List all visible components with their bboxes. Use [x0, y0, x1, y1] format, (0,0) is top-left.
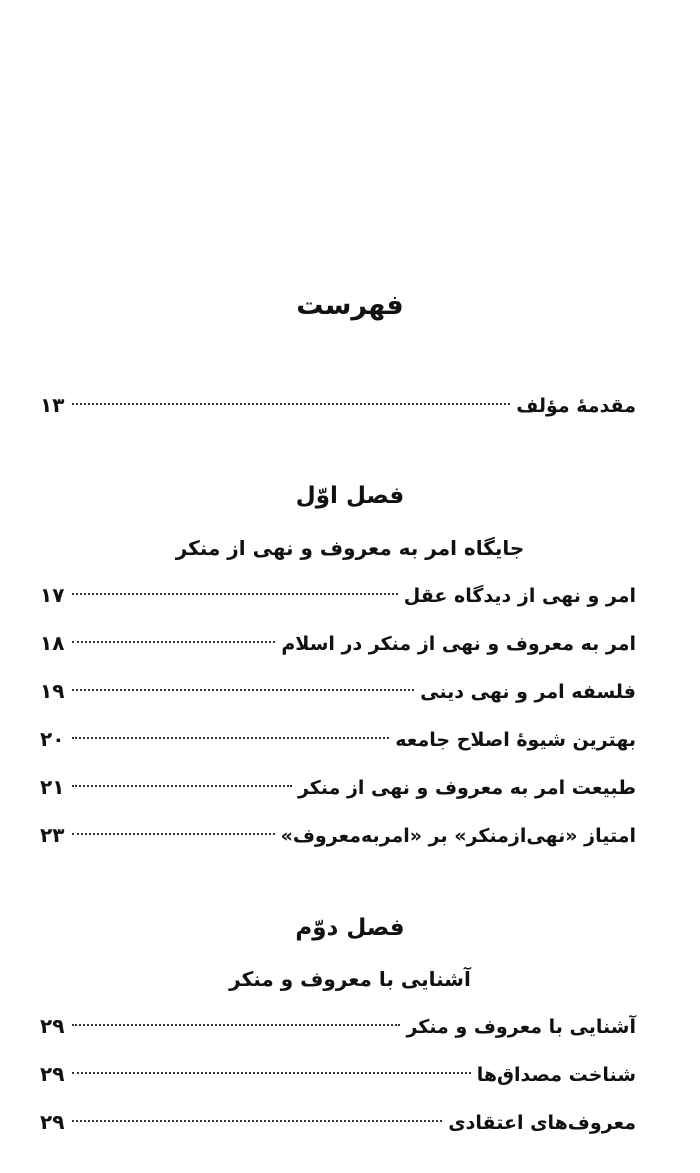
- dot-leader: [72, 689, 414, 691]
- toc-entry-title: مقدمۀ مؤلف: [516, 395, 636, 417]
- toc-entry-title: بهترین شیوۀ اصلاح جامعه: [395, 729, 636, 751]
- dot-leader: [72, 833, 275, 835]
- toc-entry-title: آشنایی با معروف و منکر: [406, 1016, 636, 1038]
- dot-leader: [72, 1024, 400, 1026]
- toc-page-number: ۱۷: [40, 583, 65, 607]
- toc-entry[interactable]: [40, 674, 636, 708]
- toc-page-number: ۲۰: [40, 727, 65, 751]
- chapter-subtitle: جایگاه امر به معروف و نهی از منکر: [175, 536, 525, 560]
- toc-page-number: ۱۹: [40, 679, 65, 703]
- toc-page-number: ۱۸: [40, 631, 65, 655]
- toc-entry-title: امر و نهی از دیدگاه عقل: [403, 585, 636, 607]
- dot-leader: [72, 593, 398, 595]
- chapter-heading: فصل اوّل: [295, 483, 405, 509]
- toc-page-number: ۲۹: [40, 1062, 65, 1086]
- toc-page-number: ۲۹: [40, 1110, 65, 1134]
- chapter-subtitle: آشنایی با معروف و منکر: [229, 967, 471, 991]
- dot-leader: [72, 641, 275, 643]
- toc-entry-title: معروف‌های اعتقادی: [448, 1112, 636, 1134]
- toc-entry-intro[interactable]: [40, 388, 636, 422]
- dot-leader: [72, 403, 510, 405]
- toc-entry-title: شناخت مصداق‌ها: [476, 1064, 636, 1086]
- toc-entry[interactable]: [40, 1105, 636, 1139]
- toc-page-number: ۲۳: [40, 823, 65, 847]
- chapter-heading: فصل دوّم: [295, 915, 405, 941]
- page-title: فهرست: [296, 290, 404, 321]
- toc-entry-title: فلسفه امر و نهی دینی: [420, 681, 636, 703]
- toc-entry[interactable]: [40, 578, 636, 612]
- dot-leader: [72, 1120, 442, 1122]
- dot-leader: [72, 737, 389, 739]
- toc-entry[interactable]: [40, 1009, 636, 1043]
- toc-entry-title: امر به معروف و نهی از منکر در اسلام: [281, 633, 636, 655]
- toc-entry[interactable]: [40, 722, 636, 756]
- dot-leader: [72, 785, 292, 787]
- toc-page-number: ۲۱: [40, 775, 65, 799]
- toc-entry-title: طبیعت امر به معروف و نهی از منکر: [297, 777, 636, 799]
- toc-entry[interactable]: [40, 770, 636, 804]
- toc-entry[interactable]: [40, 626, 636, 660]
- toc-entry[interactable]: [40, 818, 636, 852]
- toc-page-number: ۲۹: [40, 1014, 65, 1038]
- toc-entry[interactable]: [40, 1057, 636, 1091]
- dot-leader: [72, 1072, 471, 1074]
- toc-entry-title: امتیاز «نهی‌ازمنکر» بر «امربه‌معروف»: [280, 825, 636, 847]
- toc-page-number: ۱۳: [40, 393, 65, 417]
